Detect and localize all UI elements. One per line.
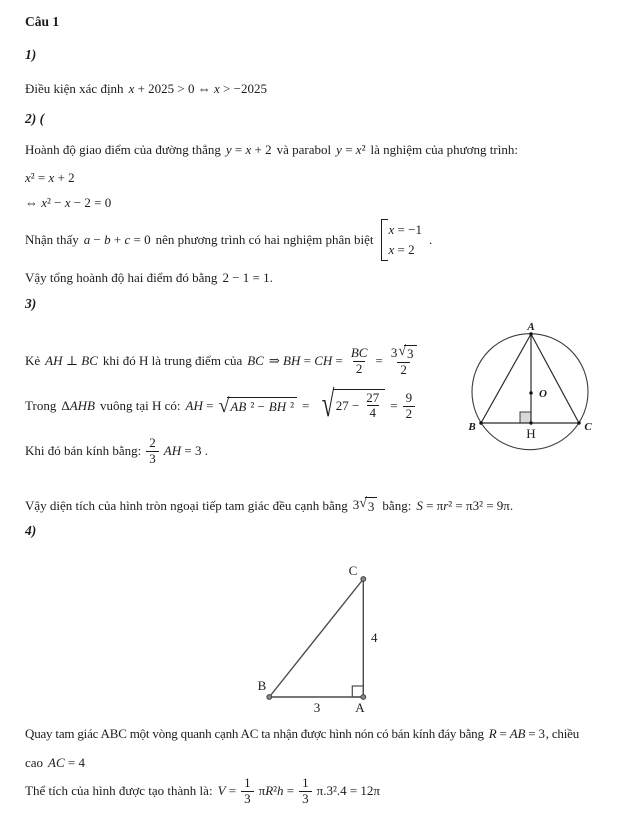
vertex-b-label: B [257, 678, 267, 693]
sqrt-3 [359, 497, 377, 515]
fraction-2-3 [146, 436, 159, 466]
center-o-dot [529, 391, 532, 394]
fraction-3sqrt3-2-num [388, 345, 420, 361]
roots-line [25, 221, 432, 259]
fraction-1-3-b [299, 776, 312, 806]
fraction-3sqrt3-2 [388, 345, 420, 377]
l2-text-1: Trong [25, 397, 57, 413]
part-3-label-text: 3) [25, 296, 37, 311]
area-formula: S = πr² = π3² = 9π. [416, 498, 514, 513]
equation-1-formula: x² = x + 2 [25, 170, 75, 185]
fraction-2-3-den: 3 [146, 451, 159, 466]
equals-sign: = [302, 397, 310, 413]
l1-text-2: khi đó H là trung điểm của [102, 352, 243, 368]
vertex-c-dot [361, 577, 366, 582]
intro-text-2: và parabol [276, 142, 332, 157]
intro-text-3: là nghiệm của phương trình: [370, 142, 518, 157]
equals-sign: = [375, 352, 383, 368]
fraction-bc-2-num: BC [350, 345, 368, 361]
area-text-1: Vậy diện tích của hình tròn ngoại tiếp tam giác đều cạnh bằng [25, 498, 348, 513]
radius-value: R = AB = 3 [488, 726, 545, 741]
part-4-line-1 [25, 726, 579, 742]
side-ac [531, 334, 579, 423]
sqrt-27-minus-27-4 [314, 384, 385, 425]
part-3-line-3 [25, 437, 208, 465]
part-2-intro-line [25, 142, 518, 158]
root-1: x = −1 [388, 222, 422, 238]
part-1-label-text: 1) [25, 47, 37, 62]
part-3-conclusion [25, 497, 513, 515]
radicand-ab2-bh2: AB ² − BH ² [227, 397, 297, 415]
equation-2-formula: ⇔ x² − x − 2 = 0 [25, 195, 112, 210]
radical-sign: √ [398, 344, 407, 360]
roots-text-2: nên phương trình có hai nghiệm phân biệt [155, 231, 374, 247]
volume-formula: πR²h = [258, 782, 295, 798]
part-1-label [25, 47, 36, 64]
triangle-ahb-symbol: ΔAHB [61, 397, 95, 413]
vertex-b-label: B [468, 421, 476, 433]
ah-equals: AH = [185, 397, 214, 413]
vertex-c-dot [577, 421, 580, 424]
height-value: AC = 4 [48, 755, 86, 770]
side-ab [481, 334, 531, 423]
roots-period: . [428, 231, 433, 247]
part-4-label [25, 523, 36, 540]
fraction-bc-2 [348, 346, 371, 376]
fraction-27-4-den: 4 [367, 405, 380, 420]
l3-text: Khi đó bán kính bằng: [25, 442, 142, 458]
vertex-b-dot [267, 695, 272, 700]
fraction-9-2-num: 9 [405, 390, 413, 406]
area-text-2: bằng: [382, 498, 412, 513]
side-ca-length: 4 [371, 630, 378, 645]
radicand-3: 3 [365, 497, 378, 515]
vertex-c-label: C [584, 421, 592, 433]
sqrt-ab2-bh2 [218, 394, 297, 417]
fraction-2-3-num: 2 [149, 435, 156, 451]
fraction-9-2-den: 2 [403, 406, 416, 421]
radical-sign: √ [218, 394, 230, 417]
line-equation: y = x + 2 [225, 142, 272, 157]
question-title-text: Câu 1 [25, 14, 60, 29]
cone-text-cont: , chiều [545, 726, 580, 741]
radicand-27-minus: 27 − [335, 397, 360, 413]
fraction-27-4 [363, 391, 382, 421]
fraction-1-3-num: 1 [244, 775, 251, 791]
vertex-c-label: C [348, 563, 358, 578]
conclusion-text: Vậy tổng hoành độ hai điểm đó bằng [25, 270, 218, 285]
fraction-9-2 [403, 391, 416, 421]
fraction-3sqrt3-2-den: 2 [397, 362, 410, 377]
fraction-1-3-b-num: 1 [302, 775, 309, 791]
part-3-label [25, 296, 36, 313]
cone-text: Quay tam giác ABC một vòng quanh cạnh AC ta nhận được hình nón có bán kính đáy bằng [25, 726, 484, 741]
perpendicular-formula: AH ⊥ BC [45, 352, 98, 368]
condition-text: Điều kiện xác định [25, 81, 124, 96]
fraction-1-3-b-den: 3 [299, 791, 312, 806]
height-text: cao [25, 755, 44, 770]
conclusion-formula: 2 − 1 = 1. [222, 270, 273, 285]
l1-text-1: Kẻ [25, 352, 41, 368]
part-1-condition-line [25, 81, 267, 97]
equals-sign: = [390, 397, 398, 413]
vertex-a-dot [361, 695, 366, 700]
volume-result: π.3².4 = 12π [316, 782, 380, 798]
part-4-volume-line [25, 776, 380, 806]
roots-text-1: Nhận thấy [25, 231, 79, 247]
right-angle-mark [520, 412, 531, 423]
fraction-bc-2-den: 2 [353, 361, 366, 376]
equation-1 [25, 170, 75, 186]
volume-v-equals: V = [217, 782, 237, 798]
part-4-line-2 [25, 755, 85, 771]
radicand-3: 3 [404, 345, 417, 361]
viete-formula: a − b + c = 0 [83, 231, 151, 247]
volume-text: Thể tích của hình được tạo thành là: [25, 782, 213, 798]
condition-formula: x + 2025 > 0 ⇔ x > −2025 [128, 81, 267, 96]
side-length [353, 497, 378, 515]
radical-sign: √ [322, 384, 335, 425]
part-2-label [25, 111, 44, 128]
radical-sign: √ [359, 496, 367, 511]
radius-formula: AH = 3 . [163, 442, 208, 458]
vertex-a-label: A [355, 700, 365, 715]
part-2-conclusion [25, 270, 273, 286]
part-4-label-text: 4) [25, 523, 37, 538]
foot-h-dot [529, 421, 532, 424]
question-title [25, 14, 59, 31]
solution-bracket [381, 219, 424, 261]
side-bc [269, 579, 363, 697]
root-2: x = 2 [388, 241, 415, 257]
side-ab-length: 3 [313, 700, 321, 715]
equation-2 [25, 195, 111, 211]
circumcircle-figure [460, 320, 610, 470]
coefficient-3: 3 [352, 497, 360, 512]
parabola-equation: y = x² [336, 142, 366, 157]
l2-text-2: vuông tại H có: [99, 397, 181, 413]
bc-symbol: BC [247, 352, 264, 368]
part-3-line-1 [25, 341, 420, 381]
bh-ch-formula: ⇒ BH = CH = [268, 352, 343, 368]
fraction-1-3 [241, 776, 254, 806]
sqrt-3 [398, 345, 416, 361]
coefficient-3: 3 [390, 345, 398, 361]
fraction-27-4-num: 27 [366, 390, 380, 405]
radicand-27-minus-27-4 [333, 389, 386, 421]
intro-text-1: Hoành độ giao điểm của đường thẳng [25, 142, 221, 157]
part-2-label-text: 2) ( [25, 111, 45, 126]
part-3-line-2 [25, 386, 415, 426]
foot-h-label: H [526, 426, 536, 441]
fraction-1-3-den: 3 [241, 791, 254, 806]
center-o-label: O [539, 388, 547, 400]
vertex-a-label: A [527, 321, 535, 333]
vertex-b-dot [479, 421, 482, 424]
right-triangle-figure [253, 563, 398, 723]
